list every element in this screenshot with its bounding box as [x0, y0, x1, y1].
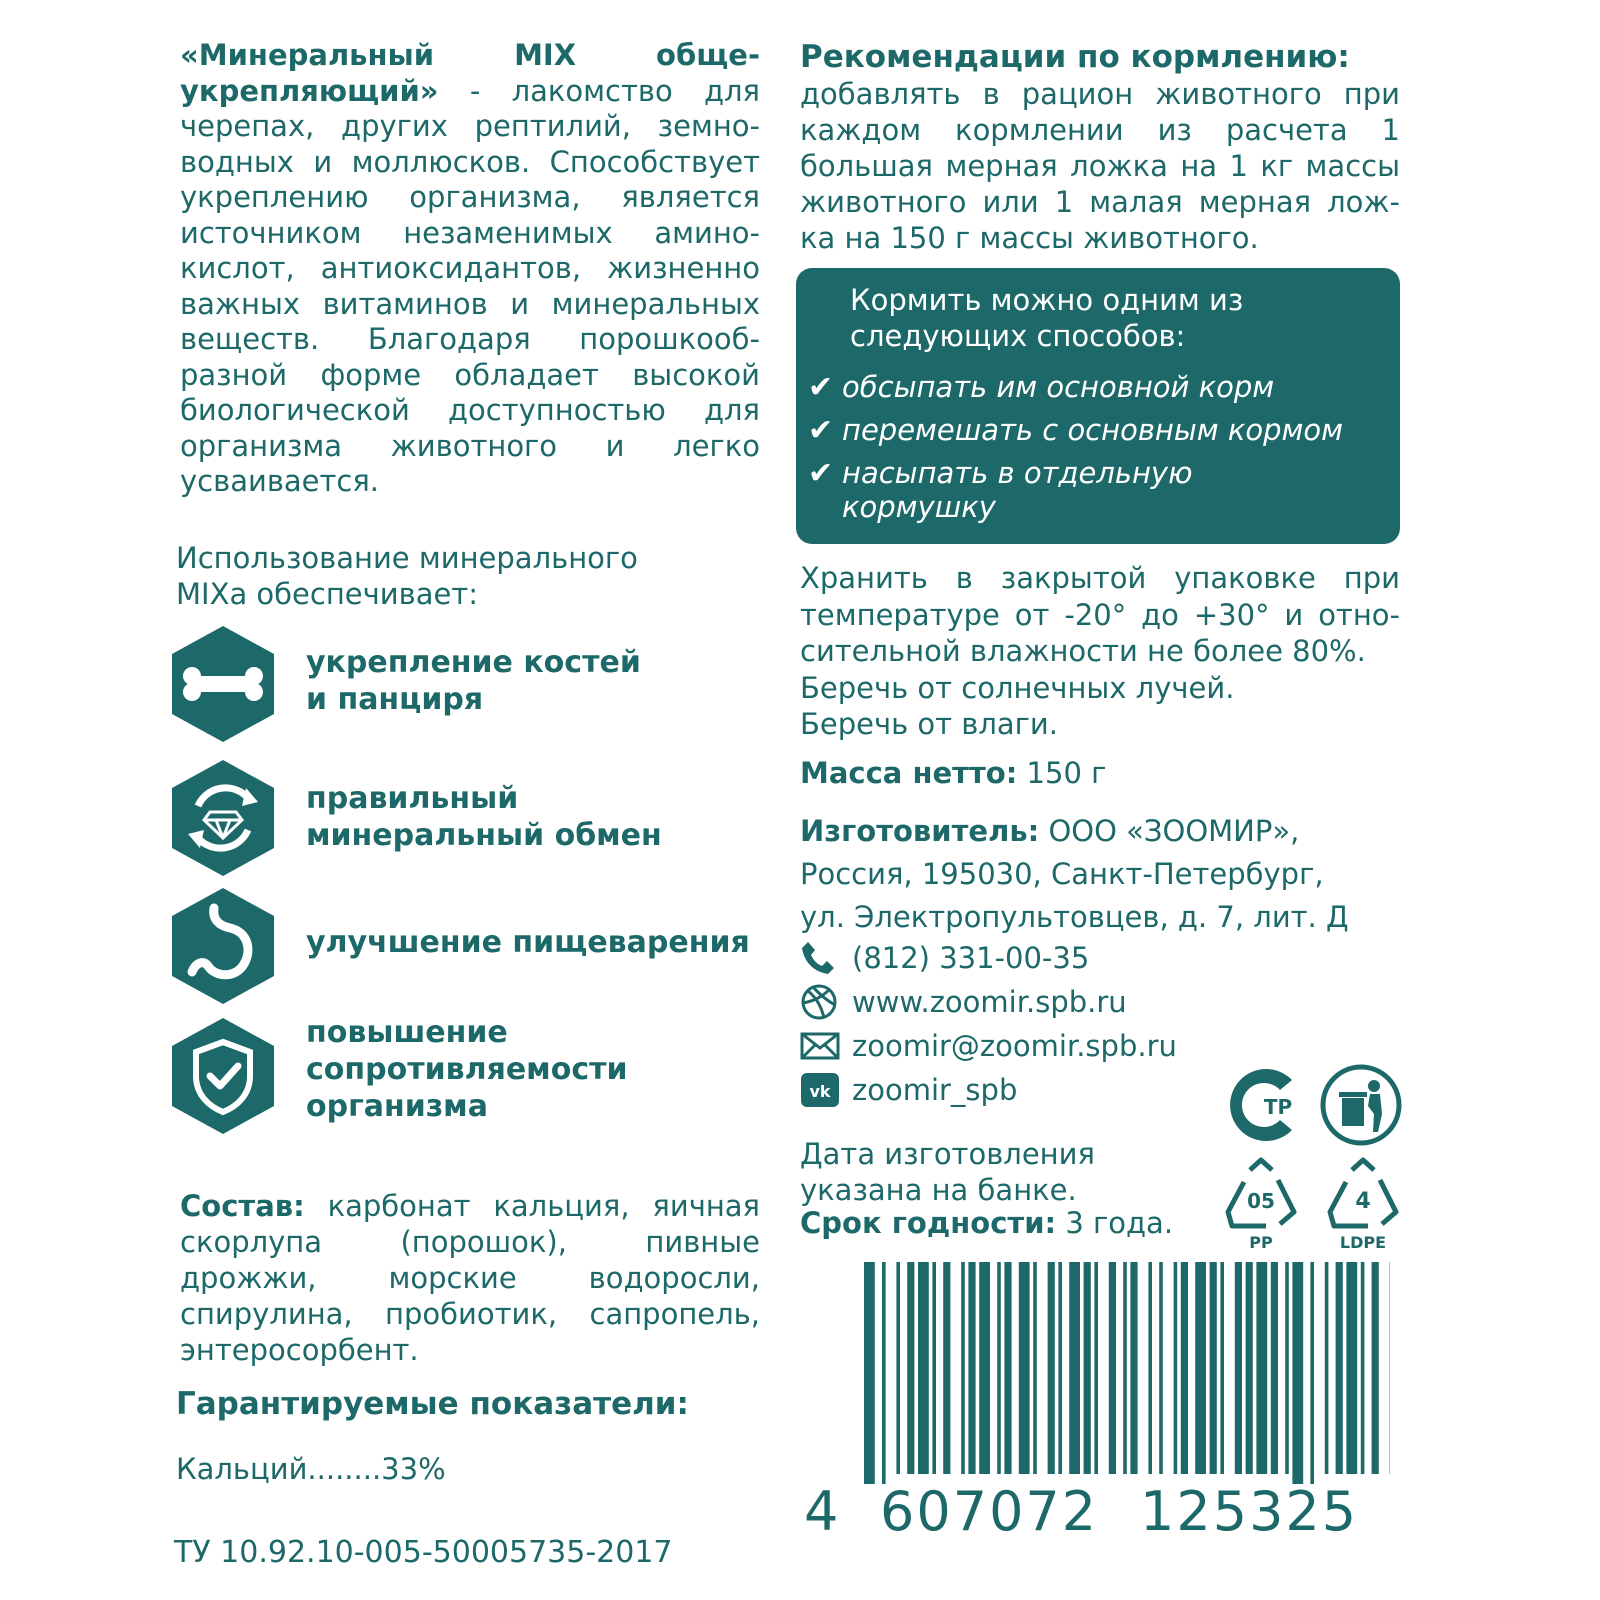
methods-heading: [850, 282, 1243, 354]
barcode-bar: [1004, 1262, 1011, 1474]
svg-text:PP: PP: [1249, 1233, 1273, 1252]
barcode-bar: [907, 1262, 914, 1474]
vk-icon: [800, 1072, 852, 1108]
manufacturer-address: Россия, 195030, Санкт-Петербург,: [800, 857, 1324, 891]
benefit-line: улучшение пищеварения: [306, 925, 750, 960]
manufacturer-street: ул. Электропультовцев, д. 7, лит. Д: [800, 900, 1349, 934]
shield-check-icon: [168, 1016, 278, 1136]
barcode-bar: [1220, 1262, 1224, 1474]
contact-phone: [800, 938, 1089, 978]
website-link[interactable]: www.zoomir.spb.ru: [852, 985, 1127, 1019]
benefit-text: [306, 780, 662, 854]
barcode-bar: [1246, 1262, 1253, 1474]
storage-line: Беречь от солнечных лучей.: [800, 670, 1235, 705]
manufacturer-label: Изготовитель:: [800, 814, 1040, 848]
benefit-text: [306, 644, 641, 718]
recycle-ldpe-icon: [1318, 1156, 1408, 1252]
left-column: [174, 38, 761, 1570]
feeding-methods-box: [796, 268, 1400, 544]
barcode-bar: [968, 1262, 975, 1474]
manufacturer-company: ООО «ЗООМИР»,: [1048, 814, 1300, 848]
methods-heading-line: Кормить можно одним из: [850, 283, 1244, 317]
barcode-bar: [1235, 1262, 1242, 1474]
barcode-bar: [1346, 1262, 1357, 1474]
usage-heading: [176, 540, 760, 612]
storage-info: [800, 560, 1400, 743]
barcode-bar: [864, 1262, 875, 1484]
net-weight-label: Масса нетто:: [800, 756, 1018, 790]
benefit-line: повышение: [306, 1015, 508, 1050]
benefit-line: минеральный обмен: [306, 818, 662, 853]
barcode-bar: [882, 1262, 886, 1484]
benefit-digestion: [168, 886, 768, 1006]
tu-code: ТУ 10.92.10-005-50005735-2017: [174, 1535, 673, 1570]
barcode-bar: [1174, 1262, 1178, 1474]
benefit-line: укрепление костей: [306, 645, 641, 680]
contact-email: [800, 1026, 1177, 1066]
barcode-bar: [1292, 1262, 1303, 1484]
barcode-bar: [1372, 1262, 1379, 1474]
shelf-life: [800, 1206, 1173, 1240]
barcode-bar: [1325, 1262, 1329, 1474]
barcode-bar: [1019, 1262, 1030, 1474]
method-item: [808, 370, 1274, 405]
barcode-bar: [1048, 1262, 1055, 1474]
method-text: насыпать в отдельную: [842, 456, 1193, 490]
net-weight: [800, 756, 1106, 790]
barcode-bar: [932, 1262, 936, 1474]
contact-web: [800, 982, 1127, 1022]
stomach-icon: [168, 886, 278, 1006]
phone-number[interactable]: (812) 331-00-35: [852, 941, 1090, 975]
right-column: [800, 38, 1410, 1252]
svg-text:4: 4: [1355, 1189, 1371, 1214]
feeding-text: добавлять в рацион животного при каждом кормлении из расчета 1 большая мерная ложка на 1 кг массы животного или 1 малая мерная лож-ка на 150 г массы животного.: [800, 77, 1400, 255]
vk-link[interactable]: zoomir_spb: [852, 1073, 1018, 1107]
method-item: [808, 456, 1193, 491]
barcode-digits-left: 607072: [880, 1480, 1099, 1543]
barcode-bar: [1094, 1262, 1098, 1474]
checkmark-icon: ✔: [808, 370, 834, 405]
svg-text:vk: vk: [809, 1082, 831, 1101]
barcode-bar: [1159, 1262, 1163, 1474]
product-title: «Минеральный MIX обще-укрепляющий»: [180, 38, 760, 108]
barcode-bar: [1181, 1262, 1188, 1474]
barcode-bar: [918, 1262, 929, 1474]
barcode-bar: [1123, 1262, 1127, 1474]
recycle-bin-icon: [1318, 1062, 1404, 1148]
barcode-digit-first: 4: [804, 1480, 841, 1543]
barcode-bar: [1130, 1262, 1137, 1474]
method-text-continued: кормушку: [842, 490, 996, 524]
net-weight-value: 150 г: [1026, 756, 1107, 790]
benefit-line: организма: [306, 1089, 488, 1124]
composition-text: карбонат кальция, яичная скорлупа (порошок), пивные дрожжи, морские водоросли, спирулина, пробиотик, сапропель, энтеросорбент.: [180, 1189, 761, 1367]
method-item: [808, 413, 1343, 448]
barcode-bar: [1336, 1262, 1343, 1474]
composition-label: Состав:: [180, 1189, 305, 1223]
barcode-digits-right: 125325: [1140, 1480, 1359, 1543]
production-date: [800, 1136, 1095, 1208]
benefit-line: правильный: [306, 781, 519, 816]
mail-icon: [800, 1031, 852, 1061]
svg-text:ТР: ТР: [1263, 1095, 1293, 1119]
barcode-bar: [1033, 1262, 1037, 1474]
production-date-line: указана на банке.: [800, 1173, 1077, 1207]
method-text: обсыпать им основной корм: [842, 370, 1275, 404]
barcode-bar: [997, 1262, 1001, 1474]
benefit-text: [306, 924, 750, 961]
barcode-bar: [1069, 1262, 1080, 1474]
benefit-text: [306, 1014, 628, 1125]
method-text: перемешать с основным кормом: [842, 413, 1344, 447]
barcode-bar: [1058, 1262, 1062, 1474]
storage-line: Беречь от влаги.: [800, 707, 1058, 741]
barcode-bar: [1285, 1262, 1289, 1474]
intro-text: - лакомство для черепах, других рептилий, земно-водных и моллюсков. Способствует укреплению организма, является источником незаменимых амино-кислот, антиоксидантов, жизненно важных витаминов и минеральных веществ. Благодаря порошкооб-разной форме обладает высокой биологической доступностью для организма животного и легко усваивается.: [180, 73, 760, 498]
phone-icon: [800, 940, 852, 976]
globe-icon: [800, 983, 852, 1021]
bone-icon: [168, 624, 278, 744]
benefit-bones: [168, 624, 768, 744]
barcode-bar: [1084, 1262, 1091, 1474]
barcode-bar: [1271, 1262, 1278, 1474]
barcode-bar: [1109, 1262, 1116, 1474]
contact-vk: [800, 1070, 1017, 1110]
barcode: [862, 1262, 1392, 1484]
benefit-line: и панциря: [306, 682, 484, 717]
benefit-resistance: [168, 1016, 768, 1136]
barcode-bar: [943, 1262, 950, 1474]
production-date-line: Дата изготовления: [800, 1137, 1095, 1171]
eac-mark-icon: [1218, 1060, 1308, 1150]
barcode-bar: [1210, 1262, 1217, 1474]
intro-paragraph: [180, 38, 760, 500]
storage-text: Хранить в закрытой упаковке при температуре от -20° до +30° и отно-сительной влажности не более 80%.: [800, 561, 1400, 668]
guaranteed-heading: Гарантируемые показатели:: [176, 1386, 689, 1422]
usage-line-2: MIXа обеспечивает:: [176, 576, 478, 611]
benefit-mineral: [168, 758, 768, 878]
barcode-bar: [1361, 1262, 1365, 1474]
email-link[interactable]: zoomir@zoomir.spb.ru: [852, 1029, 1177, 1063]
mineral-exchange-icon: [168, 758, 278, 878]
barcode-bar: [961, 1262, 965, 1474]
barcode-bar: [896, 1262, 900, 1474]
svg-text:LDPE: LDPE: [1339, 1233, 1387, 1252]
barcode-bar: [979, 1262, 990, 1474]
methods-heading-line: следующих способов:: [850, 319, 1186, 353]
recycle-pp-icon: [1218, 1156, 1304, 1252]
barcode-bar: [1148, 1262, 1152, 1474]
shelf-life-value: 3 года.: [1065, 1206, 1174, 1240]
checkmark-icon: ✔: [808, 456, 834, 491]
svg-text:05: 05: [1247, 1189, 1275, 1213]
manufacturer: [800, 810, 1420, 939]
feeding-heading: Рекомендации по кормлению:: [800, 39, 1350, 75]
usage-line-1: Использование минерального: [176, 540, 638, 575]
barcode-bar: [1195, 1262, 1206, 1474]
shelf-life-label: Срок годности:: [800, 1206, 1057, 1240]
checkmark-icon: ✔: [808, 413, 834, 448]
barcode-bar: [1256, 1262, 1267, 1474]
barcode-bar: [1310, 1262, 1314, 1484]
guaranteed-value: Кальций........33%: [176, 1452, 446, 1486]
composition: [180, 1188, 760, 1368]
benefit-line: сопротивляемости: [306, 1052, 628, 1087]
